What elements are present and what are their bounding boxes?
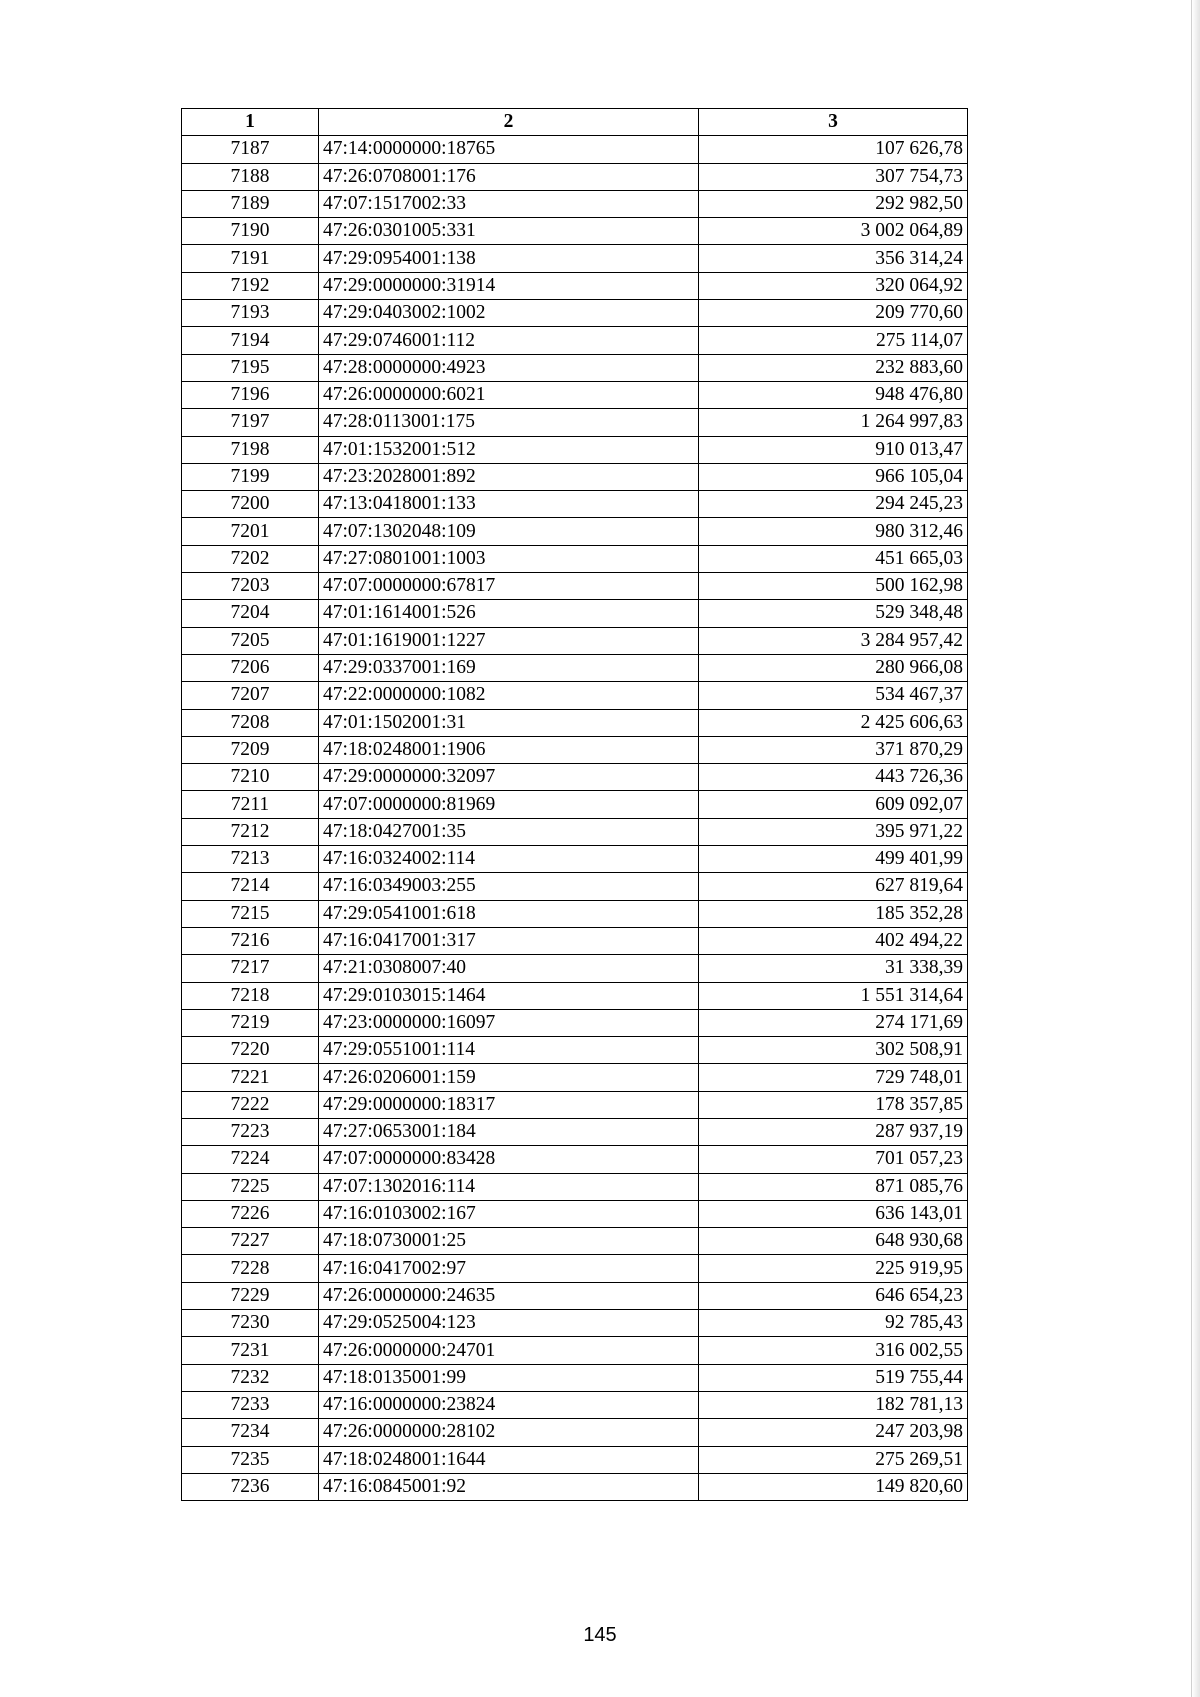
row-number-cell: 7187 xyxy=(182,136,319,163)
row-number-cell: 7192 xyxy=(182,272,319,299)
table-row xyxy=(182,245,968,272)
table-row xyxy=(182,491,968,518)
table-row xyxy=(182,1364,968,1391)
value-cell: 980 312,46 xyxy=(699,518,968,545)
table-row xyxy=(182,1228,968,1255)
cadastral-number-cell: 47:16:0349003:255 xyxy=(319,873,699,900)
value-cell: 280 966,08 xyxy=(699,654,968,681)
cadastral-number-cell: 47:26:0206001:159 xyxy=(319,1064,699,1091)
table-row xyxy=(182,573,968,600)
cadastral-number-cell: 47:23:0000000:16097 xyxy=(319,1009,699,1036)
row-number-cell: 7214 xyxy=(182,873,319,900)
table-row xyxy=(182,1310,968,1337)
cadastral-number-cell: 47:18:0248001:1644 xyxy=(319,1446,699,1473)
table-row xyxy=(182,1446,968,1473)
table-row xyxy=(182,627,968,654)
row-number-cell: 7234 xyxy=(182,1419,319,1446)
value-cell: 627 819,64 xyxy=(699,873,968,900)
value-cell: 1 551 314,64 xyxy=(699,982,968,1009)
row-number-cell: 7205 xyxy=(182,627,319,654)
value-cell: 402 494,22 xyxy=(699,927,968,954)
value-cell: 107 626,78 xyxy=(699,136,968,163)
value-cell: 274 171,69 xyxy=(699,1009,968,1036)
cadastral-number-cell: 47:26:0000000:6021 xyxy=(319,381,699,408)
row-number-cell: 7211 xyxy=(182,791,319,818)
table-row xyxy=(182,300,968,327)
cadastral-number-cell: 47:16:0417001:317 xyxy=(319,927,699,954)
cadastral-number-cell: 47:16:0103002:167 xyxy=(319,1200,699,1227)
table-row xyxy=(182,764,968,791)
table-row xyxy=(182,709,968,736)
table-row xyxy=(182,982,968,1009)
row-number-cell: 7220 xyxy=(182,1037,319,1064)
row-number-cell: 7191 xyxy=(182,245,319,272)
table-row xyxy=(182,1255,968,1282)
cadastral-number-cell: 47:16:0417002:97 xyxy=(319,1255,699,1282)
row-number-cell: 7195 xyxy=(182,354,319,381)
value-cell: 31 338,39 xyxy=(699,955,968,982)
row-number-cell: 7224 xyxy=(182,1146,319,1173)
row-number-cell: 7212 xyxy=(182,818,319,845)
value-cell: 307 754,73 xyxy=(699,163,968,190)
table-row xyxy=(182,1337,968,1364)
value-cell: 178 357,85 xyxy=(699,1091,968,1118)
row-number-cell: 7229 xyxy=(182,1282,319,1309)
value-cell: 451 665,03 xyxy=(699,545,968,572)
table-row xyxy=(182,518,968,545)
cadastral-number-cell: 47:13:0418001:133 xyxy=(319,491,699,518)
header-row xyxy=(182,109,968,136)
data-table xyxy=(181,108,968,1501)
row-number-cell: 7188 xyxy=(182,163,319,190)
cadastral-number-cell: 47:16:0000000:23824 xyxy=(319,1391,699,1418)
cadastral-number-cell: 47:29:0541001:618 xyxy=(319,900,699,927)
cadastral-number-cell: 47:23:2028001:892 xyxy=(319,463,699,490)
cadastral-number-cell: 47:27:0653001:184 xyxy=(319,1118,699,1145)
row-number-cell: 7232 xyxy=(182,1364,319,1391)
table-body xyxy=(182,136,968,1501)
value-cell: 648 930,68 xyxy=(699,1228,968,1255)
value-cell: 371 870,29 xyxy=(699,736,968,763)
row-number-cell: 7197 xyxy=(182,409,319,436)
row-number-cell: 7213 xyxy=(182,846,319,873)
cadastral-number-cell: 47:29:0103015:1464 xyxy=(319,982,699,1009)
cadastral-number-cell: 47:01:1614001:526 xyxy=(319,600,699,627)
value-cell: 302 508,91 xyxy=(699,1037,968,1064)
value-cell: 519 755,44 xyxy=(699,1364,968,1391)
value-cell: 209 770,60 xyxy=(699,300,968,327)
row-number-cell: 7198 xyxy=(182,436,319,463)
cadastral-number-cell: 47:26:0000000:28102 xyxy=(319,1419,699,1446)
value-cell: 294 245,23 xyxy=(699,491,968,518)
cadastral-number-cell: 47:29:0337001:169 xyxy=(319,654,699,681)
cadastral-number-cell: 47:14:0000000:18765 xyxy=(319,136,699,163)
row-number-cell: 7206 xyxy=(182,654,319,681)
row-number-cell: 7217 xyxy=(182,955,319,982)
cadastral-number-cell: 47:01:1532001:512 xyxy=(319,436,699,463)
table-row xyxy=(182,409,968,436)
cadastral-number-cell: 47:26:0000000:24701 xyxy=(319,1337,699,1364)
value-cell: 320 064,92 xyxy=(699,272,968,299)
value-cell: 499 401,99 xyxy=(699,846,968,873)
table-row xyxy=(182,846,968,873)
table-row xyxy=(182,190,968,217)
cadastral-number-cell: 47:26:0301005:331 xyxy=(319,218,699,245)
table-header xyxy=(182,109,968,136)
table-row xyxy=(182,163,968,190)
row-number-cell: 7210 xyxy=(182,764,319,791)
cadastral-number-cell: 47:16:0324002:114 xyxy=(319,846,699,873)
table-row xyxy=(182,682,968,709)
value-cell: 356 314,24 xyxy=(699,245,968,272)
row-number-cell: 7208 xyxy=(182,709,319,736)
row-number-cell: 7199 xyxy=(182,463,319,490)
row-number-cell: 7201 xyxy=(182,518,319,545)
row-number-cell: 7189 xyxy=(182,190,319,217)
row-number-cell: 7216 xyxy=(182,927,319,954)
table-row xyxy=(182,381,968,408)
value-cell: 3 002 064,89 xyxy=(699,218,968,245)
value-cell: 443 726,36 xyxy=(699,764,968,791)
cadastral-number-cell: 47:28:0113001:175 xyxy=(319,409,699,436)
value-cell: 232 883,60 xyxy=(699,354,968,381)
value-cell: 500 162,98 xyxy=(699,573,968,600)
row-number-cell: 7190 xyxy=(182,218,319,245)
row-number-cell: 7215 xyxy=(182,900,319,927)
row-number-cell: 7231 xyxy=(182,1337,319,1364)
value-cell: 92 785,43 xyxy=(699,1310,968,1337)
value-cell: 292 982,50 xyxy=(699,190,968,217)
cadastral-number-cell: 47:01:1619001:1227 xyxy=(319,627,699,654)
table-row xyxy=(182,1200,968,1227)
value-cell: 247 203,98 xyxy=(699,1419,968,1446)
cadastral-number-cell: 47:22:0000000:1082 xyxy=(319,682,699,709)
row-number-cell: 7204 xyxy=(182,600,319,627)
value-cell: 182 781,13 xyxy=(699,1391,968,1418)
cadastral-number-cell: 47:26:0000000:24635 xyxy=(319,1282,699,1309)
value-cell: 275 269,51 xyxy=(699,1446,968,1473)
row-number-cell: 7233 xyxy=(182,1391,319,1418)
cadastral-number-cell: 47:18:0248001:1906 xyxy=(319,736,699,763)
value-cell: 2 425 606,63 xyxy=(699,709,968,736)
row-number-cell: 7218 xyxy=(182,982,319,1009)
table-row xyxy=(182,1419,968,1446)
value-cell: 646 654,23 xyxy=(699,1282,968,1309)
table-row xyxy=(182,873,968,900)
value-cell: 910 013,47 xyxy=(699,436,968,463)
row-number-cell: 7236 xyxy=(182,1473,319,1500)
table-row xyxy=(182,218,968,245)
row-number-cell: 7226 xyxy=(182,1200,319,1227)
cadastral-number-cell: 47:07:0000000:83428 xyxy=(319,1146,699,1173)
cadastral-number-cell: 47:29:0403002:1002 xyxy=(319,300,699,327)
row-number-cell: 7203 xyxy=(182,573,319,600)
table-row xyxy=(182,736,968,763)
cadastral-number-cell: 47:29:0000000:18317 xyxy=(319,1091,699,1118)
cadastral-number-cell: 47:29:0000000:31914 xyxy=(319,272,699,299)
value-cell: 287 937,19 xyxy=(699,1118,968,1145)
row-number-cell: 7194 xyxy=(182,327,319,354)
table-row xyxy=(182,654,968,681)
column-header-3: 3 xyxy=(699,109,968,136)
table-row xyxy=(182,900,968,927)
cadastral-number-cell: 47:26:0708001:176 xyxy=(319,163,699,190)
cadastral-number-cell: 47:18:0135001:99 xyxy=(319,1364,699,1391)
value-cell: 1 264 997,83 xyxy=(699,409,968,436)
table-row xyxy=(182,955,968,982)
value-cell: 3 284 957,42 xyxy=(699,627,968,654)
table-row xyxy=(182,1391,968,1418)
row-number-cell: 7209 xyxy=(182,736,319,763)
table-row xyxy=(182,600,968,627)
page-number: 145 xyxy=(583,1624,617,1646)
cadastral-number-cell: 47:27:0801001:1003 xyxy=(319,545,699,572)
table-row xyxy=(182,436,968,463)
row-number-cell: 7230 xyxy=(182,1310,319,1337)
table-row xyxy=(182,1146,968,1173)
table-row xyxy=(182,818,968,845)
cadastral-number-cell: 47:18:0730001:25 xyxy=(319,1228,699,1255)
value-cell: 534 467,37 xyxy=(699,682,968,709)
table-row xyxy=(182,1173,968,1200)
table-row xyxy=(182,1282,968,1309)
cadastral-number-cell: 47:07:0000000:81969 xyxy=(319,791,699,818)
cadastral-number-cell: 47:29:0954001:138 xyxy=(319,245,699,272)
row-number-cell: 7228 xyxy=(182,1255,319,1282)
value-cell: 395 971,22 xyxy=(699,818,968,845)
cadastral-number-cell: 47:28:0000000:4923 xyxy=(319,354,699,381)
value-cell: 729 748,01 xyxy=(699,1064,968,1091)
value-cell: 966 105,04 xyxy=(699,463,968,490)
table-row xyxy=(182,545,968,572)
cadastral-number-cell: 47:21:0308007:40 xyxy=(319,955,699,982)
table-row xyxy=(182,791,968,818)
cadastral-number-cell: 47:07:1302016:114 xyxy=(319,1173,699,1200)
table-row xyxy=(182,327,968,354)
cadastral-number-cell: 47:07:0000000:67817 xyxy=(319,573,699,600)
value-cell: 636 143,01 xyxy=(699,1200,968,1227)
table-row xyxy=(182,1091,968,1118)
table-row xyxy=(182,1009,968,1036)
row-number-cell: 7193 xyxy=(182,300,319,327)
table-row xyxy=(182,1118,968,1145)
table-row xyxy=(182,463,968,490)
value-cell: 185 352,28 xyxy=(699,900,968,927)
table-row xyxy=(182,354,968,381)
value-cell: 225 919,95 xyxy=(699,1255,968,1282)
table-row xyxy=(182,1473,968,1500)
page-edge xyxy=(1191,0,1200,1697)
value-cell: 609 092,07 xyxy=(699,791,968,818)
value-cell: 529 348,48 xyxy=(699,600,968,627)
table-row xyxy=(182,272,968,299)
row-number-cell: 7196 xyxy=(182,381,319,408)
row-number-cell: 7200 xyxy=(182,491,319,518)
row-number-cell: 7221 xyxy=(182,1064,319,1091)
cadastral-number-cell: 47:01:1502001:31 xyxy=(319,709,699,736)
column-header-2: 2 xyxy=(319,109,699,136)
cadastral-number-cell: 47:07:1302048:109 xyxy=(319,518,699,545)
row-number-cell: 7225 xyxy=(182,1173,319,1200)
row-number-cell: 7202 xyxy=(182,545,319,572)
row-number-cell: 7227 xyxy=(182,1228,319,1255)
value-cell: 316 002,55 xyxy=(699,1337,968,1364)
table-row xyxy=(182,136,968,163)
table-row xyxy=(182,1064,968,1091)
row-number-cell: 7219 xyxy=(182,1009,319,1036)
table-row xyxy=(182,1037,968,1064)
value-cell: 149 820,60 xyxy=(699,1473,968,1500)
value-cell: 871 085,76 xyxy=(699,1173,968,1200)
column-header-1: 1 xyxy=(182,109,319,136)
row-number-cell: 7223 xyxy=(182,1118,319,1145)
value-cell: 275 114,07 xyxy=(699,327,968,354)
cadastral-number-cell: 47:16:0845001:92 xyxy=(319,1473,699,1500)
row-number-cell: 7235 xyxy=(182,1446,319,1473)
cadastral-number-cell: 47:29:0525004:123 xyxy=(319,1310,699,1337)
cadastral-number-cell: 47:07:1517002:33 xyxy=(319,190,699,217)
value-cell: 701 057,23 xyxy=(699,1146,968,1173)
cadastral-number-cell: 47:29:0551001:114 xyxy=(319,1037,699,1064)
value-cell: 948 476,80 xyxy=(699,381,968,408)
cadastral-number-cell: 47:18:0427001:35 xyxy=(319,818,699,845)
cadastral-number-cell: 47:29:0746001:112 xyxy=(319,327,699,354)
cadastral-number-cell: 47:29:0000000:32097 xyxy=(319,764,699,791)
row-number-cell: 7207 xyxy=(182,682,319,709)
row-number-cell: 7222 xyxy=(182,1091,319,1118)
table-row xyxy=(182,927,968,954)
